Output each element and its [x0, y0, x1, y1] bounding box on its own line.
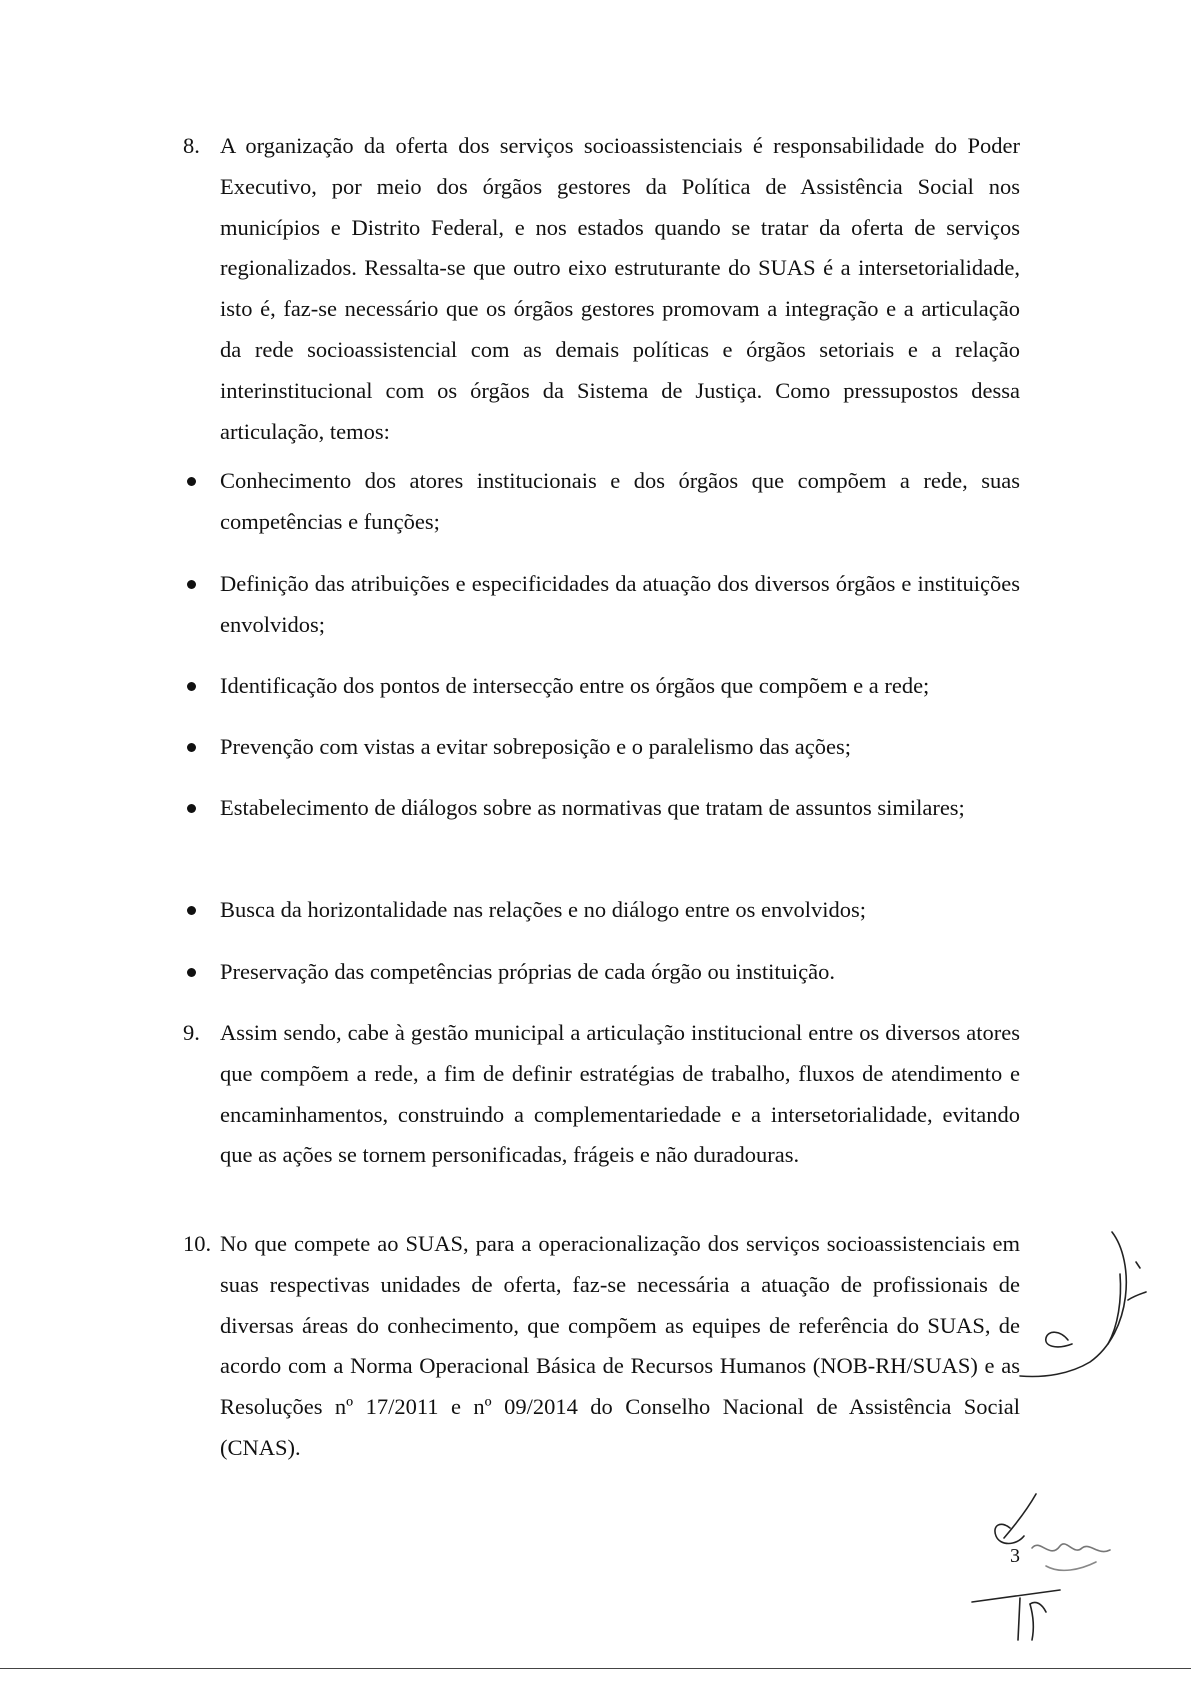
signature-stroke — [1032, 1544, 1110, 1552]
paragraph-number: 10. — [183, 1231, 212, 1256]
signature-stroke — [1020, 1232, 1126, 1376]
paragraph-text: No que compete ao SUAS, para a operacionalização dos serviços socioassistenciais em suas respectivas unidades de oferta, faz-se necessária a atuação de profissionais de diversas áreas do conhecimento, que compõem as equipes de referência do SUAS, de acordo com a Norma Operacional Básica de Recursos Humanos (NOB-RH/SUAS) e as Resoluções nº 17/2011 e nº 09/2014 do Conselho Nacional de Assistência Social (CNAS). — [220, 1231, 1020, 1460]
paragraph-text: A organização da oferta dos serviços socioassistenciais é responsabilidade do Poder Executivo, por meio dos órgãos gestores da Política de Assistência Social nos municípios e Distrito Federal, e nos estados quando se tratar da oferta de serviços regionalizados. Ressalta-se que outro eixo estruturante do SUAS é a intersetorialidade, isto é, faz-se necessário que os órgãos gestores promovam a integração e a articulação da rede socioassistencial com as demais políticas e órgãos setoriais e a relação interinstitucional com os órgãos da Sistema de Justiça. Como pressupostos dessa articulação, temos: — [220, 133, 1020, 444]
bullet-text: Busca da horizontalidade nas relações e no diálogo entre os envolvidos; — [220, 897, 867, 922]
bullet-text: Estabelecimento de diálogos sobre as normativas que tratam de assuntos similares; — [220, 795, 965, 820]
paragraph-number: 9. — [183, 1020, 200, 1045]
paragraph-text: Assim sendo, cabe à gestão municipal a articulação institucional entre os diversos atores que compõem a rede, a fim de definir estratégias de trabalho, fluxos de atendimento e encaminhamentos, construindo a complementariedade e a intersetorialidade, evitando que as ações se tornem personificadas, frágeis e não duradouras. — [220, 1020, 1020, 1168]
page-number: 3 — [1010, 1545, 1020, 1567]
signature-stroke — [1046, 1562, 1096, 1570]
signature-stroke — [1018, 1598, 1020, 1640]
page-bottom-border — [0, 1668, 1191, 1669]
bullet-text: Preservação das competências próprias de cada órgão ou instituição. — [220, 959, 835, 984]
signature-stroke — [972, 1590, 1060, 1602]
bullet-text: Identificação dos pontos de intersecção entre os órgãos que compõem e a rede; — [220, 673, 930, 698]
bullet-text: Prevenção com vistas a evitar sobreposição e o paralelismo das ações; — [220, 734, 852, 759]
bullet-text: Definição das atribuições e especificidades da atuação dos diversos órgãos e instituições envolvidos; — [220, 571, 1020, 637]
signature-stroke — [1128, 1292, 1146, 1300]
signature-stroke — [1030, 1604, 1033, 1640]
bullet-text: Conhecimento dos atores institucionais e dos órgãos que compõem a rede, suas competências e funções; — [220, 468, 1020, 534]
signature-stroke — [1004, 1494, 1036, 1538]
signature-stroke — [1046, 1332, 1072, 1347]
paragraph-number: 8. — [183, 133, 200, 158]
signature-stroke — [1136, 1262, 1140, 1268]
signature-stroke — [995, 1524, 1024, 1543]
